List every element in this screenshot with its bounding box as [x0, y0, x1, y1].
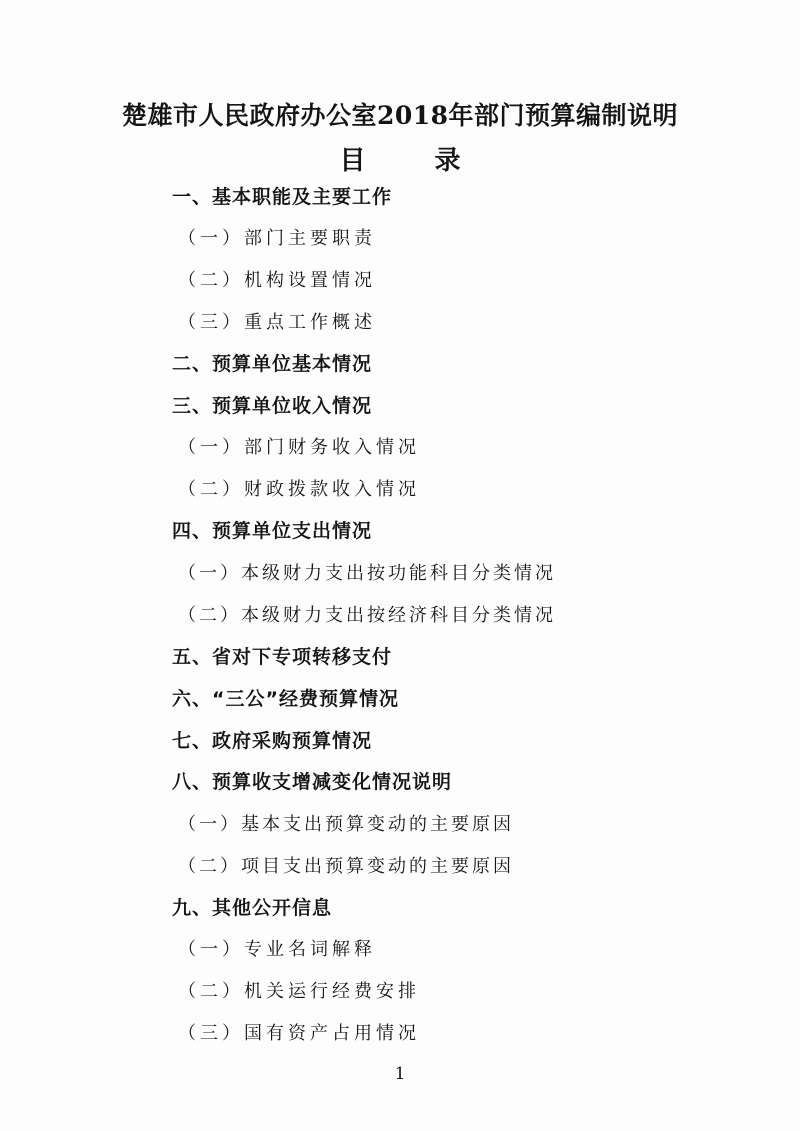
toc-section-7: 七、政府采购预算情况: [172, 730, 373, 752]
toc-section-1: 一、基本职能及主要工作: [172, 186, 393, 208]
toc-section-8: 八、预算收支增减变化情况说明: [172, 771, 453, 793]
toc-subsection-8-1: （一）基本支出预算变动的主要原因: [178, 814, 514, 835]
toc-subsection-9-3: （三）国有资产占用情况: [178, 1023, 420, 1044]
toc-section-2: 二、预算单位基本情况: [172, 353, 373, 375]
toc-subsection-4-1: （一）本级财力支出按功能科目分类情况: [178, 563, 556, 584]
toc-subsection-1-3: （三）重点工作概述: [178, 312, 376, 333]
toc-subsection-3-1: （一）部门财务收入情况: [178, 437, 420, 458]
toc-section-3: 三、预算单位收入情况: [172, 395, 373, 417]
toc-subsection-4-2: （二）本级财力支出按经济科目分类情况: [178, 605, 556, 626]
toc-subsection-3-2: （二）财政拨款收入情况: [178, 479, 420, 500]
toc-subsection-8-2: （二）项目支出预算变动的主要原因: [178, 856, 514, 877]
toc-section-9: 九、其他公开信息: [172, 897, 333, 919]
toc-subsection-1-1: （一）部门主要职责: [178, 228, 376, 249]
page-number: 1: [394, 1064, 406, 1084]
toc-subsection-9-1: （一）专业名词解释: [178, 939, 376, 960]
toc-section-5: 五、省对下专项转移支付: [172, 646, 393, 668]
document-title: 楚雄市人民政府办公室2018年部门预算编制说明: [121, 101, 679, 130]
toc-section-4: 四、预算单位支出情况: [172, 520, 373, 542]
toc-subsection-9-2: （二）机关运行经费安排: [178, 981, 420, 1002]
toc-section-6: 六、“三公”经费预算情况: [172, 688, 399, 710]
toc-subsection-1-2: （二）机构设置情况: [178, 270, 376, 291]
toc-heading: 目 录: [339, 146, 491, 176]
